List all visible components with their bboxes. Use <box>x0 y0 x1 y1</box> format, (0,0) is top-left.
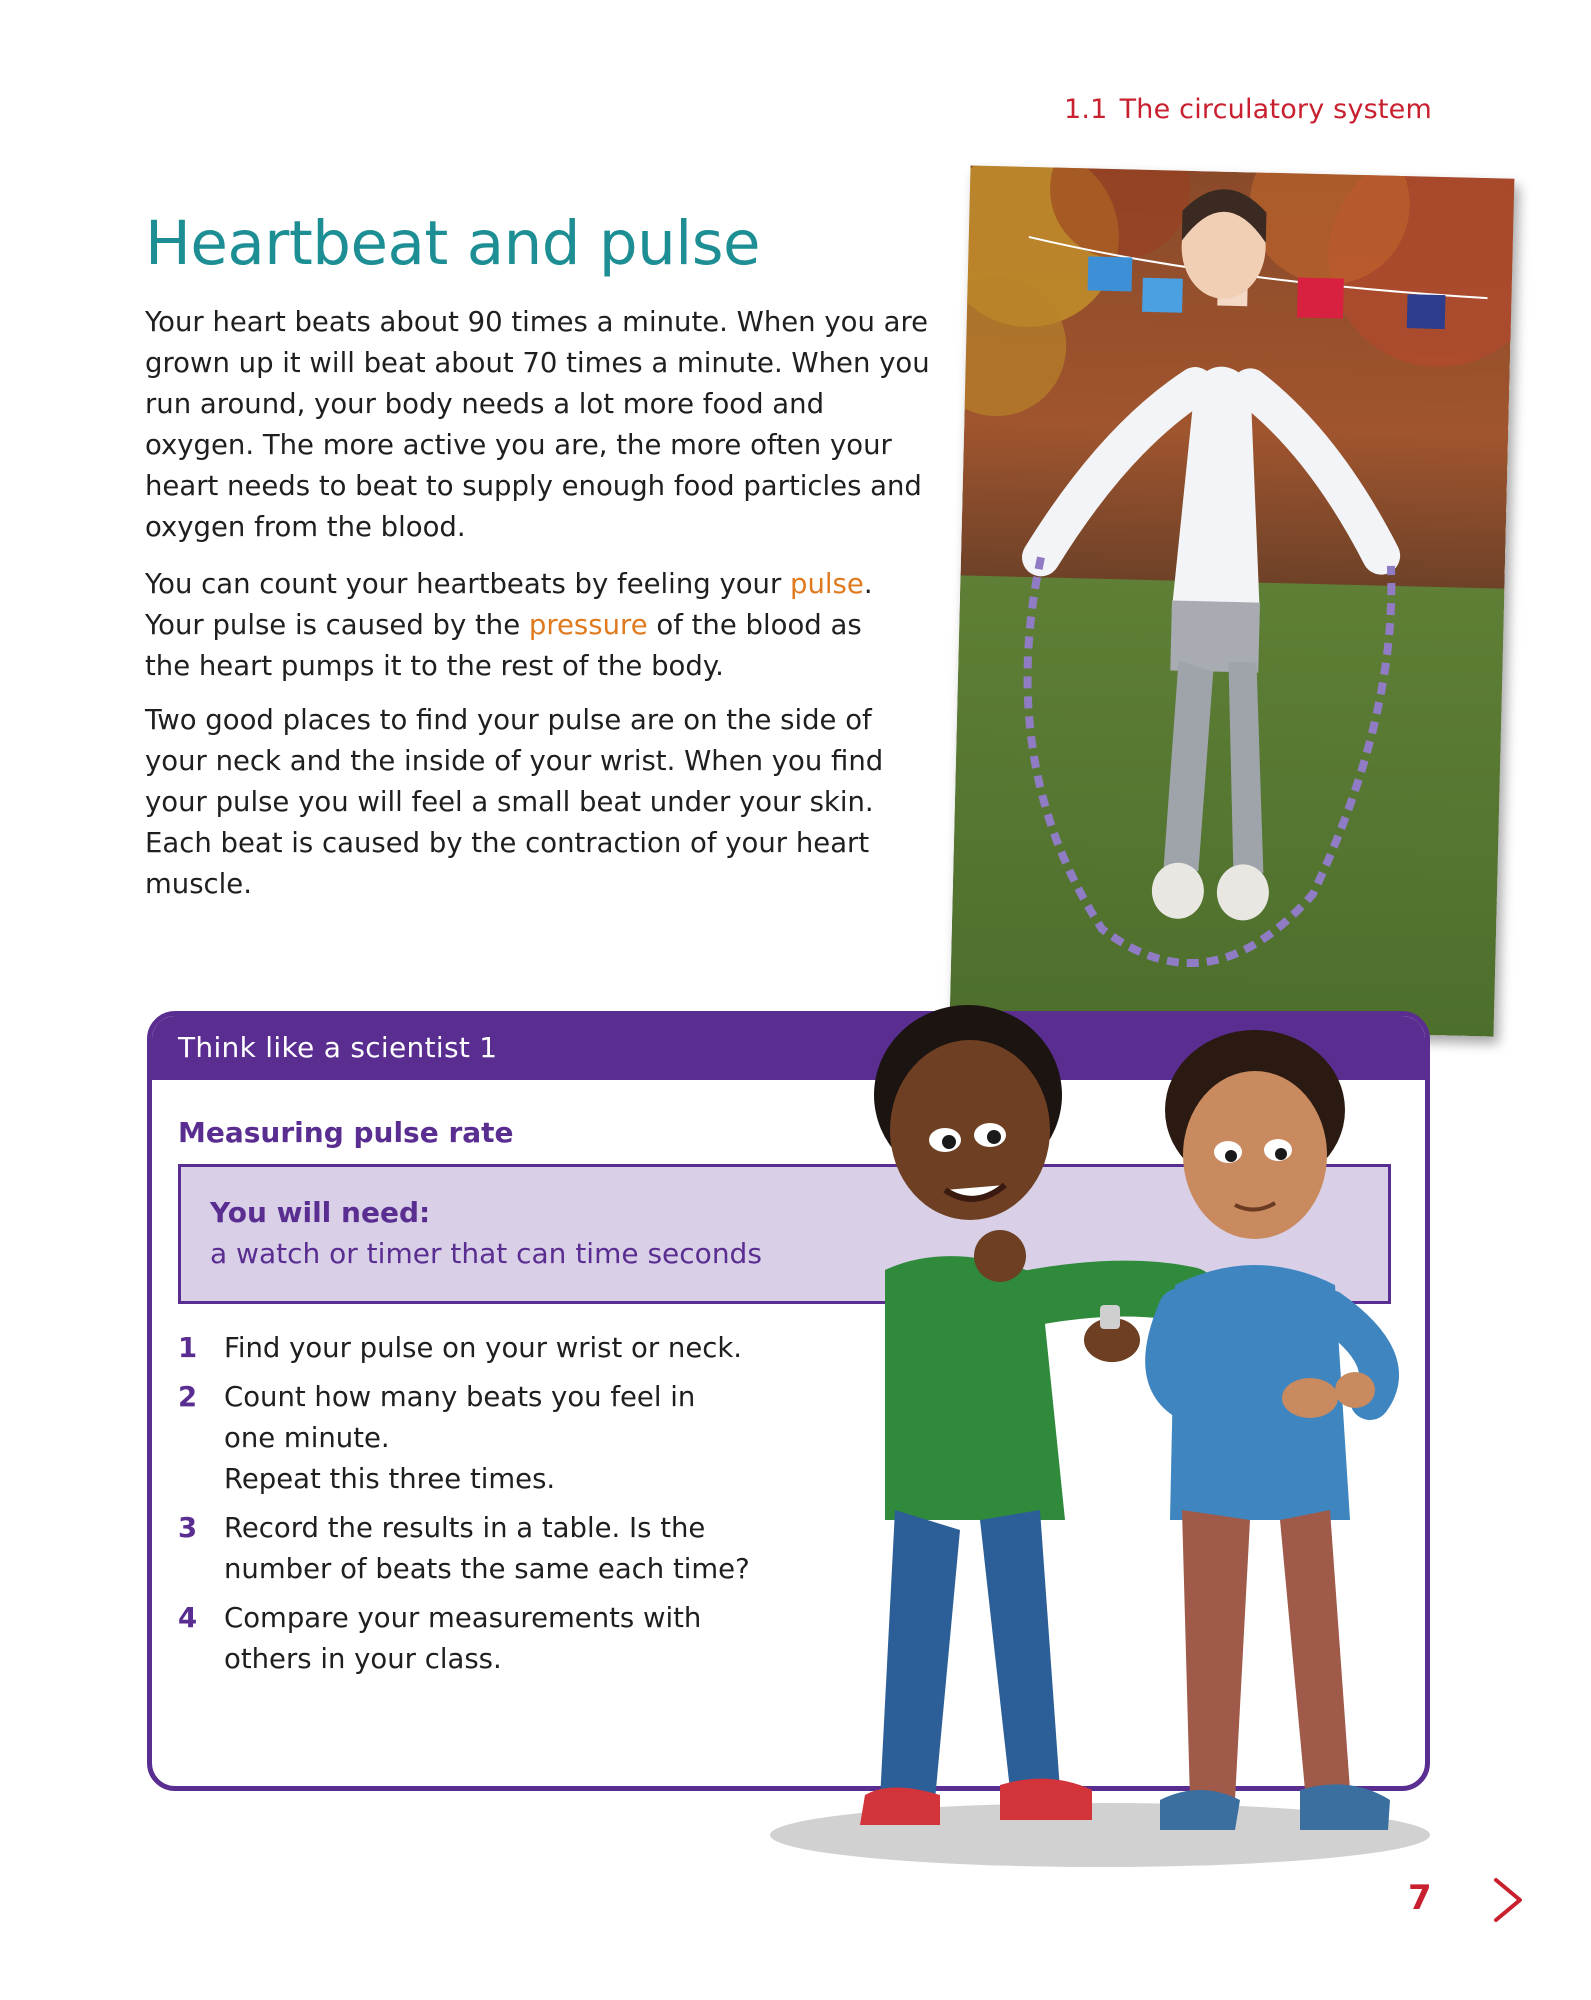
skipping-girl-photo <box>950 165 1515 1036</box>
step-number: 4 <box>178 1602 198 1634</box>
step-text: Compare your measurements with others in your class. <box>224 1602 702 1675</box>
step-text: Find your pulse on your wrist or neck. <box>224 1332 743 1364</box>
step-text: Record the results in a table. Is the number of beats the same each time? <box>224 1512 750 1585</box>
section-number: 1.1 <box>1064 94 1108 125</box>
step-number: 2 <box>178 1381 198 1413</box>
boy-blue-shirt <box>1160 1030 1390 1830</box>
keyword-pulse[interactable]: pulse <box>790 568 864 600</box>
required-equipment: a watch or timer that can time seconds <box>210 1237 762 1270</box>
section-title: The circulatory system <box>1119 94 1432 125</box>
step-number: 3 <box>178 1512 198 1544</box>
page-number: 7 <box>1408 1878 1432 1918</box>
paragraph-pulse-text-1: You can count your heartbeats by feeling your <box>145 568 791 600</box>
step-text-extra: Repeat this three times. <box>224 1463 556 1495</box>
page-title: Heartbeat and pulse <box>145 208 761 279</box>
skipping-girl-illustration <box>950 165 1515 1036</box>
boys-measuring-pulse-illustration <box>720 1000 1460 1880</box>
paragraph-pulse-text-2: . Your pulse is caused by the <box>145 568 873 641</box>
paragraph-heart-rate: Your heart beats about 90 times a minute. When you are grown up it will beat about 70 times a minute. When you run around, your body needs a lot more food and oxygen. The more active you are, the more often your heart needs to beat to supply enough food particles and oxygen from the blood. <box>145 306 930 543</box>
think-box-title: Think like a scientist 1 <box>178 1031 498 1064</box>
you-will-need-label: You will need: <box>210 1196 431 1229</box>
paragraph-pulse-text-3: of the blood as the heart pumps it to the rest of the body. <box>145 609 862 682</box>
keyword-pressure[interactable]: pressure <box>528 609 648 641</box>
paragraph-pulse-places: Two good places to find your pulse are on the side of your neck and the inside of your wrist. When you find your pulse you will feel a small beat under your skin. Each beat is caused by the contraction of your heart muscle. <box>145 704 884 900</box>
chevron-right-icon[interactable] <box>1490 1876 1526 1924</box>
step-text: Count how many beats you feel in one minute. <box>224 1381 696 1454</box>
boy-green-hoodie <box>860 1005 1190 1825</box>
activity-subtitle: Measuring pulse rate <box>178 1116 514 1149</box>
step-number: 1 <box>178 1332 198 1364</box>
section-header <box>1064 94 1432 125</box>
paragraph-pulse <box>145 564 915 687</box>
